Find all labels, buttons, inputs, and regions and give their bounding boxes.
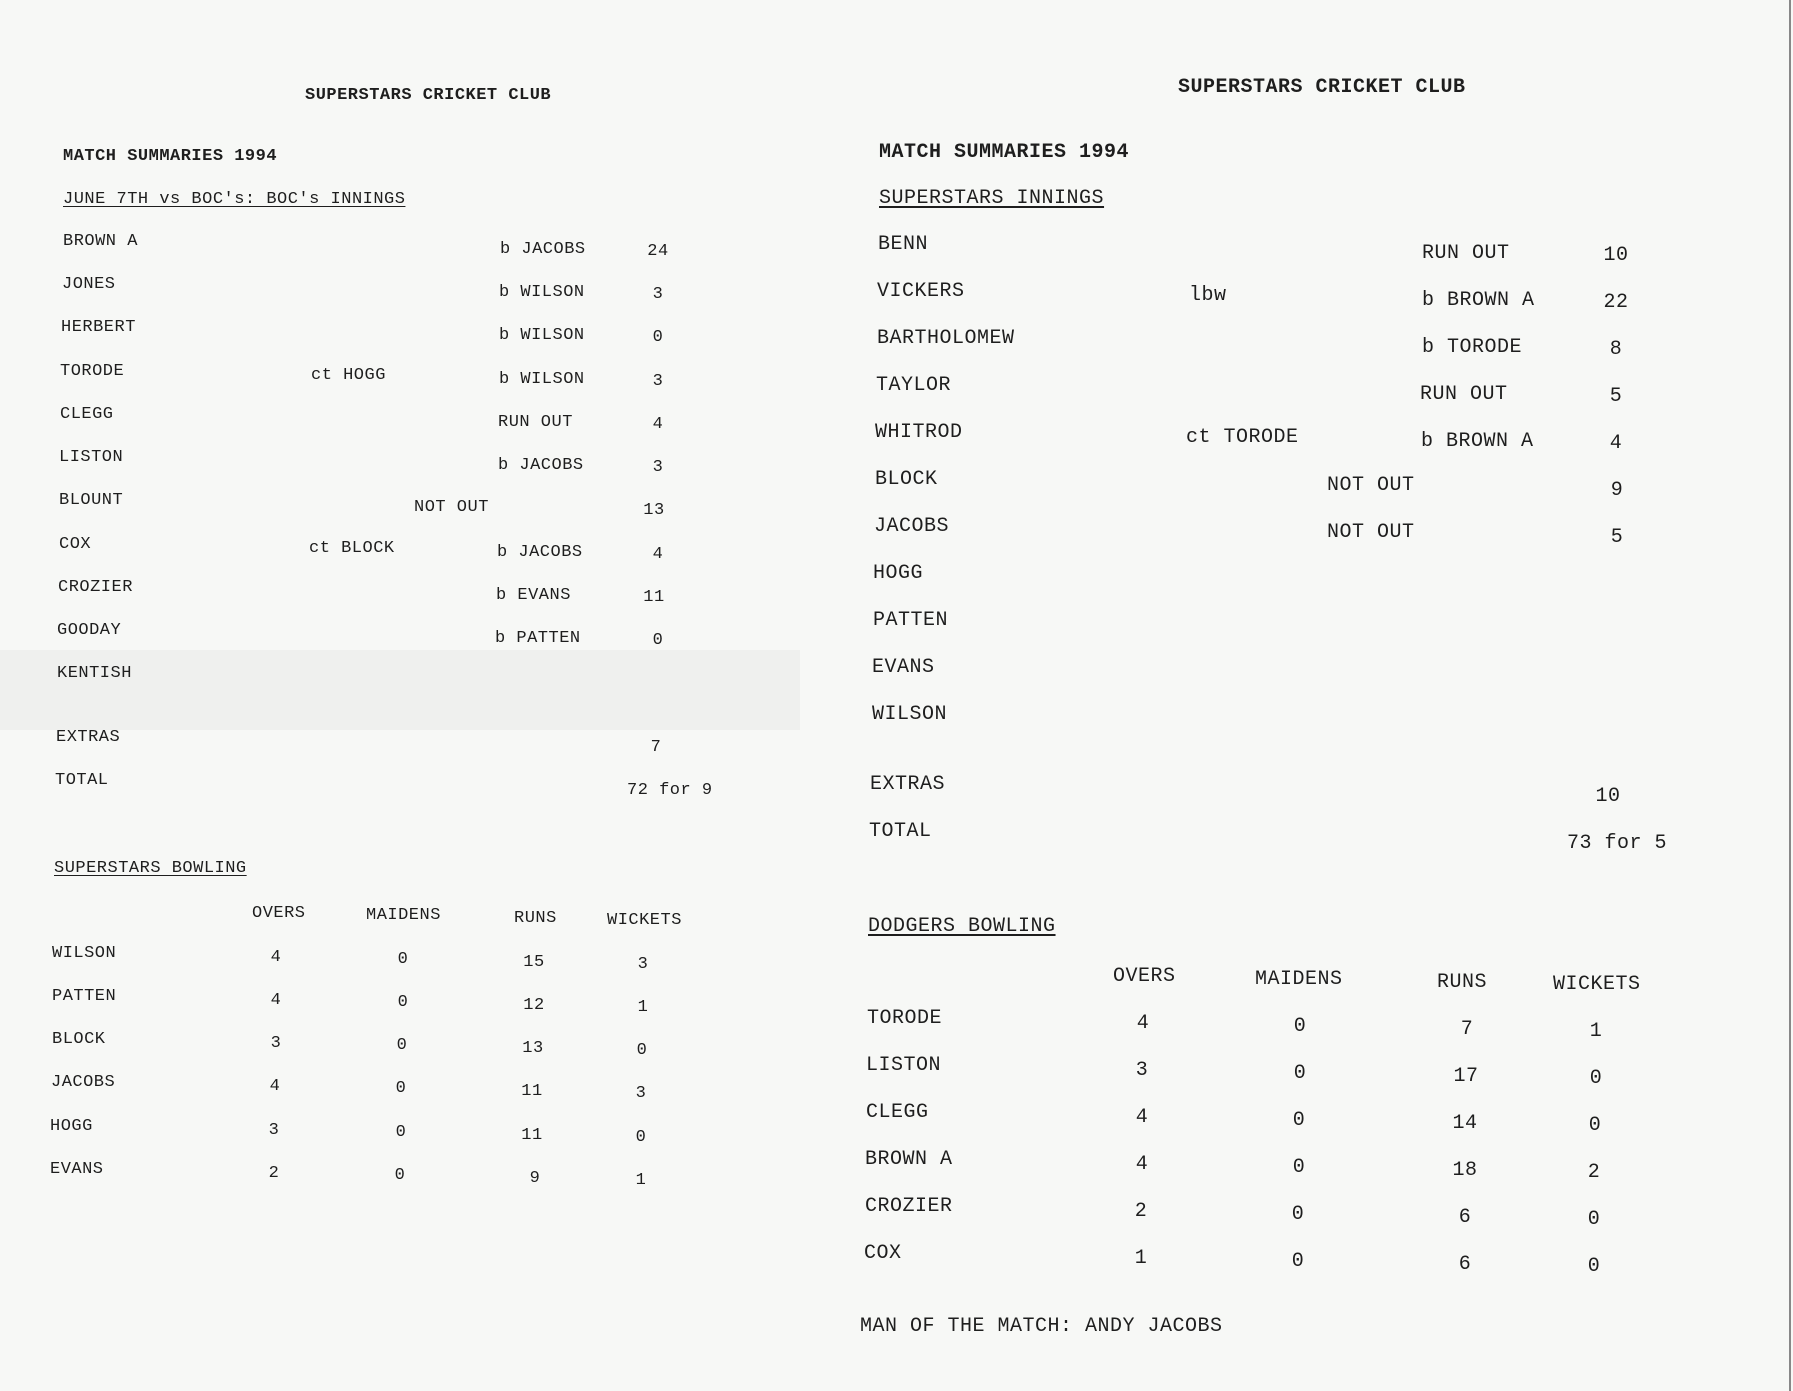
maidens: 0	[1291, 1203, 1305, 1226]
bowler-name: PATTEN	[52, 987, 117, 1006]
col-runs: RUNS	[514, 909, 557, 928]
dismissal: b PATTEN	[495, 629, 581, 648]
batter-name: VICKERS	[877, 280, 965, 303]
fielder: lbw	[1189, 284, 1227, 307]
wickets: 0	[1587, 1255, 1601, 1278]
wickets: 1	[1589, 1020, 1603, 1043]
batter-name: JACOBS	[874, 515, 950, 538]
bowler-name: CROZIER	[865, 1195, 953, 1218]
maidens: 0	[1292, 1156, 1306, 1179]
bowler-name: LISTON	[866, 1054, 942, 1077]
fielder: ct BLOCK	[309, 539, 395, 558]
batter-name: PATTEN	[873, 609, 949, 632]
batter-name: BLOCK	[875, 468, 938, 491]
col-maidens: MAIDENS	[1255, 968, 1343, 991]
wickets: 0	[635, 1128, 647, 1147]
batter-runs: 0	[652, 631, 664, 650]
overs: 4	[1135, 1106, 1149, 1129]
batter-name: BLOUNT	[59, 491, 124, 510]
batter-runs: 4	[652, 545, 664, 564]
dismissal: NOT OUT	[1327, 521, 1415, 544]
match-summaries-heading: MATCH SUMMARIES 1994	[879, 141, 1130, 164]
bowler-name: EVANS	[50, 1160, 104, 1179]
total-label: TOTAL	[869, 820, 932, 843]
wickets: 3	[637, 955, 649, 974]
match-summaries-heading: MATCH SUMMARIES 1994	[63, 147, 278, 166]
overs: 2	[268, 1164, 280, 1183]
maidens: 0	[1291, 1250, 1305, 1273]
overs: 4	[270, 948, 282, 967]
runs: 11	[521, 1082, 543, 1101]
batter-runs: 13	[643, 501, 665, 520]
dismissal: b WILSON	[499, 326, 585, 345]
batter-runs: 3	[652, 372, 664, 391]
batter-name: TORODE	[60, 362, 125, 381]
extras-label: EXTRAS	[56, 728, 121, 747]
batter-name: TAYLOR	[876, 374, 952, 397]
batter-name: LISTON	[59, 448, 124, 467]
batter-name: WHITROD	[875, 421, 963, 444]
runs: 14	[1452, 1112, 1478, 1135]
batter-name: WILSON	[872, 703, 948, 726]
col-wickets: WICKETS	[607, 911, 682, 930]
runs: 17	[1453, 1065, 1479, 1088]
dismissal: RUN OUT	[1420, 383, 1508, 406]
extras-value: 10	[1595, 785, 1621, 808]
batter-name: HOGG	[873, 562, 924, 585]
batter-name: BROWN A	[63, 232, 138, 251]
fielder: ct HOGG	[311, 366, 386, 385]
dismissal: b JACOBS	[498, 456, 584, 475]
bowler-name: JACOBS	[51, 1073, 116, 1092]
scan-shadow	[0, 650, 800, 730]
runs: 12	[523, 996, 545, 1015]
maidens: 0	[395, 1079, 407, 1098]
dismissal: b BROWN A	[1422, 289, 1535, 312]
wickets: 0	[1589, 1067, 1603, 1090]
batter-runs: 8	[1609, 338, 1623, 361]
batter-name: CLEGG	[60, 405, 114, 424]
runs: 6	[1458, 1206, 1472, 1229]
fielder: ct TORODE	[1186, 426, 1299, 449]
wickets: 0	[636, 1041, 648, 1060]
bowler-name: COX	[864, 1242, 902, 1265]
innings-title: JUNE 7TH vs BOC's: BOC's INNINGS	[63, 190, 406, 209]
runs: 6	[1458, 1253, 1472, 1276]
dismissal: b WILSON	[499, 283, 585, 302]
bowler-name: BLOCK	[52, 1030, 106, 1049]
dismissal: b WILSON	[499, 370, 585, 389]
maidens: 0	[1292, 1109, 1306, 1132]
batter-runs: 4	[1609, 432, 1623, 455]
batter-runs: 5	[1609, 385, 1623, 408]
right-sheet	[810, 0, 1793, 1391]
total-value: 72 for 9	[627, 781, 713, 800]
dismissal: b BROWN A	[1421, 430, 1534, 453]
total-value: 73 for 5	[1567, 832, 1668, 855]
maidens: 0	[397, 993, 409, 1012]
total-label: TOTAL	[55, 771, 109, 790]
maidens: 0	[397, 950, 409, 969]
batter-runs: 4	[652, 415, 664, 434]
wickets: 0	[1587, 1208, 1601, 1231]
batter-runs: 9	[1610, 479, 1624, 502]
maidens: 0	[1293, 1015, 1307, 1038]
col-overs: OVERS	[252, 904, 306, 923]
extras-label: EXTRAS	[870, 773, 946, 796]
batter-name: JONES	[62, 275, 116, 294]
batter-name: EVANS	[872, 656, 935, 679]
col-maidens: MAIDENS	[366, 906, 441, 925]
runs: 18	[1452, 1159, 1478, 1182]
batter-runs: 5	[1610, 526, 1624, 549]
batter-name: BARTHOLOMEW	[877, 327, 1015, 350]
overs: 4	[270, 991, 282, 1010]
wickets: 1	[635, 1171, 647, 1190]
wickets: 1	[637, 998, 649, 1017]
dismissal: RUN OUT	[498, 413, 573, 432]
overs: 4	[1136, 1012, 1150, 1035]
dismissal: NOT OUT	[1327, 474, 1415, 497]
batter-runs: 22	[1603, 291, 1629, 314]
maidens: 0	[395, 1123, 407, 1142]
bowler-name: BROWN A	[865, 1148, 953, 1171]
bowling-title: SUPERSTARS BOWLING	[54, 859, 247, 878]
batter-name: COX	[59, 535, 92, 554]
batter-runs: 3	[652, 458, 664, 477]
maidens: 0	[1293, 1062, 1307, 1085]
batter-runs: 11	[643, 588, 665, 607]
innings-title: SUPERSTARS INNINGS	[879, 187, 1105, 210]
overs: 3	[270, 1034, 282, 1053]
overs: 4	[1135, 1153, 1149, 1176]
club-title: SUPERSTARS CRICKET CLUB	[305, 86, 552, 105]
batter-name: CROZIER	[58, 578, 133, 597]
col-overs: OVERS	[1113, 965, 1176, 988]
overs: 3	[268, 1121, 280, 1140]
overs: 4	[269, 1077, 281, 1096]
batter-name: BENN	[878, 233, 929, 256]
bowler-name: TORODE	[867, 1007, 943, 1030]
dismissal: RUN OUT	[1422, 242, 1510, 265]
batter-runs: 3	[652, 285, 664, 304]
wickets: 2	[1587, 1161, 1601, 1184]
dismissal: b JACOBS	[497, 543, 583, 562]
runs: 13	[522, 1039, 544, 1058]
batter-runs: 24	[647, 242, 669, 261]
bowler-name: WILSON	[52, 944, 117, 963]
batter-name: KENTISH	[57, 664, 132, 683]
left-sheet	[0, 0, 810, 1391]
overs: 1	[1134, 1247, 1148, 1270]
col-wickets: WICKETS	[1553, 973, 1641, 996]
wickets: 3	[635, 1084, 647, 1103]
runs: 7	[1460, 1018, 1474, 1041]
overs: 2	[1134, 1200, 1148, 1223]
extras-value: 7	[650, 738, 662, 757]
batter-runs: 10	[1603, 244, 1629, 267]
bowler-name: HOGG	[50, 1117, 93, 1136]
wickets: 0	[1588, 1114, 1602, 1137]
bowling-title: DODGERS BOWLING	[868, 915, 1056, 938]
runs: 9	[529, 1169, 541, 1188]
man-of-the-match: MAN OF THE MATCH: ANDY JACOBS	[860, 1315, 1223, 1338]
batter-runs: 0	[652, 328, 664, 347]
dismissal: b EVANS	[496, 586, 571, 605]
batter-name: GOODAY	[57, 621, 122, 640]
overs: 3	[1135, 1059, 1149, 1082]
col-runs: RUNS	[1437, 971, 1488, 994]
bowler-name: CLEGG	[866, 1101, 929, 1124]
dismissal: b JACOBS	[500, 240, 586, 259]
runs: 11	[521, 1126, 543, 1145]
runs: 15	[523, 953, 545, 972]
dismissal: b TORODE	[1422, 336, 1523, 359]
batter-name: HERBERT	[61, 318, 136, 337]
maidens: 0	[396, 1036, 408, 1055]
club-title: SUPERSTARS CRICKET CLUB	[1178, 76, 1466, 99]
dismissal: NOT OUT	[414, 498, 489, 517]
maidens: 0	[394, 1166, 406, 1185]
page-edge	[1789, 0, 1791, 1391]
